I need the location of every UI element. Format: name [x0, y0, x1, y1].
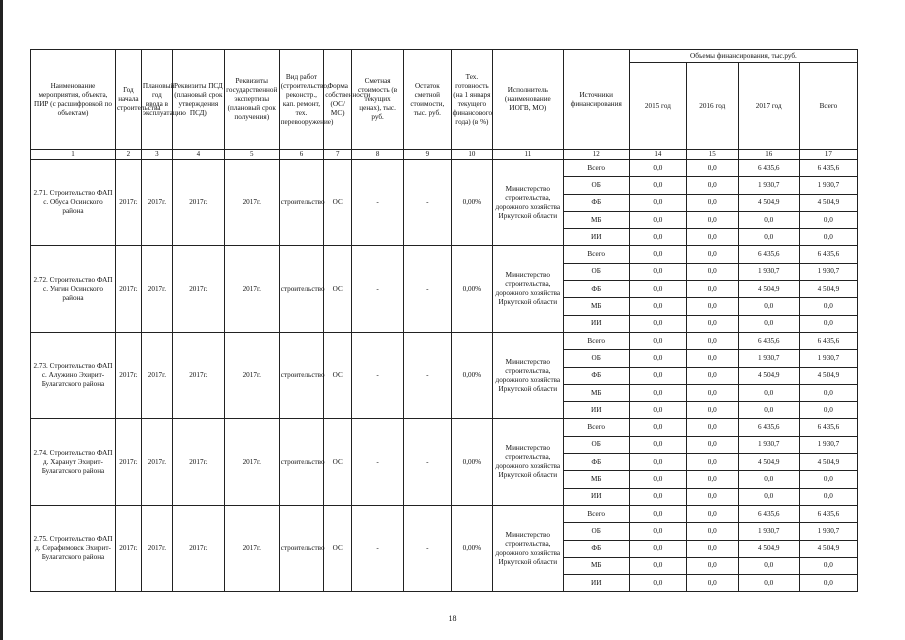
ownership-form: ОС — [324, 332, 352, 418]
value-2015: 0,0 — [629, 488, 686, 505]
estimated-cost: - — [352, 332, 404, 418]
value-2016: 0,0 — [686, 246, 738, 263]
value-2015: 0,0 — [629, 211, 686, 228]
year-plan: 2017г. — [141, 160, 172, 246]
object-name: 2.72. Строительство ФАП с. Унгин Осинского района — [31, 246, 116, 332]
value-2015: 0,0 — [629, 505, 686, 522]
readiness-percent: 0,00% — [451, 505, 492, 591]
column-number: 11 — [493, 150, 563, 160]
funding-source: МБ — [563, 211, 629, 228]
value-2015: 0,0 — [629, 229, 686, 246]
psd-date: 2017г. — [172, 246, 224, 332]
value-2015: 0,0 — [629, 575, 686, 592]
value-total: 0,0 — [799, 471, 857, 488]
executor: Министерство строительства, дорожного хозяйства Иркутской области — [493, 419, 563, 505]
value-2016: 0,0 — [686, 523, 738, 540]
value-total: 0,0 — [799, 557, 857, 574]
header-year-start: Год начала строительства — [115, 50, 141, 150]
year-plan: 2017г. — [141, 419, 172, 505]
value-2015: 0,0 — [629, 332, 686, 349]
ownership-form: ОС — [324, 505, 352, 591]
header-2016: 2016 год — [686, 63, 738, 150]
value-total: 4 504,9 — [799, 454, 857, 471]
executor: Министерство строительства, дорожного хозяйства Иркутской области — [493, 332, 563, 418]
value-2016: 0,0 — [686, 298, 738, 315]
year-start: 2017г. — [115, 332, 141, 418]
value-2016: 0,0 — [686, 575, 738, 592]
header-worktype: Вид работ (строительство, реконстр., кап. ремонт, тех. перевооружение) — [279, 50, 324, 150]
column-number: 1 — [31, 150, 116, 160]
header-remaining: Остаток сметной стоимости, тыс. руб. — [404, 50, 452, 150]
funding-source: ИИ — [563, 488, 629, 505]
value-2015: 0,0 — [629, 281, 686, 298]
value-2015: 0,0 — [629, 160, 686, 177]
value-total: 0,0 — [799, 575, 857, 592]
funding-source: Всего — [563, 419, 629, 436]
value-2015: 0,0 — [629, 540, 686, 557]
value-2016: 0,0 — [686, 402, 738, 419]
value-2015: 0,0 — [629, 298, 686, 315]
year-plan: 2017г. — [141, 246, 172, 332]
funding-source: МБ — [563, 384, 629, 401]
estimated-cost: - — [352, 160, 404, 246]
value-2017: 0,0 — [738, 211, 799, 228]
funding-source: ИИ — [563, 575, 629, 592]
value-2016: 0,0 — [686, 454, 738, 471]
remaining-cost: - — [404, 160, 452, 246]
value-total: 6 435,6 — [799, 246, 857, 263]
value-2017: 1 930,7 — [738, 263, 799, 280]
executor: Министерство строительства, дорожного хозяйства Иркутской области — [493, 160, 563, 246]
funding-source: ОБ — [563, 523, 629, 540]
value-2015: 0,0 — [629, 557, 686, 574]
funding-source: ФБ — [563, 367, 629, 384]
header-executor: Исполнитель (наименование ИОГВ, МО) — [493, 50, 563, 150]
funding-source: ИИ — [563, 229, 629, 246]
expertise-date: 2017г. — [224, 419, 279, 505]
value-2015: 0,0 — [629, 246, 686, 263]
value-2017: 0,0 — [738, 298, 799, 315]
header-2017: 2017 год — [738, 63, 799, 150]
table-row — [31, 419, 858, 436]
value-total: 6 435,6 — [799, 160, 857, 177]
year-plan: 2017г. — [141, 505, 172, 591]
value-2016: 0,0 — [686, 160, 738, 177]
value-2015: 0,0 — [629, 471, 686, 488]
value-total: 0,0 — [799, 384, 857, 401]
object-name: 2.71. Строительство ФАП с. Обуса Осинского района — [31, 160, 116, 246]
readiness-percent: 0,00% — [451, 419, 492, 505]
value-2017: 4 504,9 — [738, 454, 799, 471]
value-2015: 0,0 — [629, 350, 686, 367]
value-2017: 0,0 — [738, 557, 799, 574]
funding-source: ИИ — [563, 315, 629, 332]
column-number: 9 — [404, 150, 452, 160]
value-total: 0,0 — [799, 298, 857, 315]
header-year-plan: Плановый год ввода в эксплуатацию — [141, 50, 172, 150]
funding-source: ОБ — [563, 177, 629, 194]
funding-source: ИИ — [563, 402, 629, 419]
value-2017: 0,0 — [738, 575, 799, 592]
readiness-percent: 0,00% — [451, 332, 492, 418]
value-2017: 4 504,9 — [738, 194, 799, 211]
value-2017: 0,0 — [738, 471, 799, 488]
header-expert: Реквизиты государственной экспертизы (плановый срок получения) — [224, 50, 279, 150]
value-total: 1 930,7 — [799, 177, 857, 194]
value-2017: 0,0 — [738, 402, 799, 419]
year-start: 2017г. — [115, 160, 141, 246]
psd-date: 2017г. — [172, 419, 224, 505]
estimated-cost: - — [352, 505, 404, 591]
value-total: 1 930,7 — [799, 263, 857, 280]
header-ownership: Форма собственности (ОС/МС) — [324, 50, 352, 150]
remaining-cost: - — [404, 419, 452, 505]
header-psd: Реквизиты ПСД (плановый срок утверждения ПСД) — [172, 50, 224, 150]
value-2015: 0,0 — [629, 436, 686, 453]
value-2017: 6 435,6 — [738, 160, 799, 177]
value-2016: 0,0 — [686, 384, 738, 401]
value-2016: 0,0 — [686, 177, 738, 194]
value-total: 6 435,6 — [799, 505, 857, 522]
executor: Министерство строительства, дорожного хозяйства Иркутской области — [493, 505, 563, 591]
object-name: 2.74. Строительство ФАП д. Харанут Эхирит-Булагатского района — [31, 419, 116, 505]
column-number: 2 — [115, 150, 141, 160]
value-2016: 0,0 — [686, 194, 738, 211]
value-total: 0,0 — [799, 402, 857, 419]
header-funding-group: Объемы финансирования, тыс.руб. — [629, 50, 857, 63]
value-2016: 0,0 — [686, 211, 738, 228]
value-2015: 0,0 — [629, 367, 686, 384]
remaining-cost: - — [404, 246, 452, 332]
year-start: 2017г. — [115, 419, 141, 505]
value-2015: 0,0 — [629, 194, 686, 211]
funding-source: Всего — [563, 332, 629, 349]
value-2016: 0,0 — [686, 367, 738, 384]
value-total: 6 435,6 — [799, 332, 857, 349]
psd-date: 2017г. — [172, 505, 224, 591]
value-total: 4 504,9 — [799, 194, 857, 211]
financing-table — [30, 49, 858, 592]
ownership-form: ОС — [324, 160, 352, 246]
value-2017: 4 504,9 — [738, 367, 799, 384]
table-row — [31, 505, 858, 522]
column-number: 10 — [451, 150, 492, 160]
work-type: строительство — [279, 160, 324, 246]
value-2017: 4 504,9 — [738, 540, 799, 557]
value-2017: 1 930,7 — [738, 177, 799, 194]
value-total: 6 435,6 — [799, 419, 857, 436]
year-start: 2017г. — [115, 505, 141, 591]
column-number: 15 — [686, 150, 738, 160]
value-2016: 0,0 — [686, 471, 738, 488]
value-2016: 0,0 — [686, 436, 738, 453]
work-type: строительство — [279, 505, 324, 591]
value-2015: 0,0 — [629, 454, 686, 471]
value-2017: 0,0 — [738, 488, 799, 505]
column-number: 16 — [738, 150, 799, 160]
value-total: 0,0 — [799, 211, 857, 228]
work-type: строительство — [279, 246, 324, 332]
value-2015: 0,0 — [629, 402, 686, 419]
value-2017: 1 930,7 — [738, 350, 799, 367]
expertise-date: 2017г. — [224, 160, 279, 246]
readiness-percent: 0,00% — [451, 160, 492, 246]
value-2015: 0,0 — [629, 263, 686, 280]
value-2015: 0,0 — [629, 315, 686, 332]
value-total: 4 504,9 — [799, 367, 857, 384]
work-type: строительство — [279, 332, 324, 418]
funding-source: ФБ — [563, 194, 629, 211]
funding-source: ФБ — [563, 281, 629, 298]
value-2016: 0,0 — [686, 557, 738, 574]
column-number: 12 — [563, 150, 629, 160]
expertise-date: 2017г. — [224, 246, 279, 332]
table-row — [31, 246, 858, 263]
value-2017: 1 930,7 — [738, 436, 799, 453]
funding-source: ОБ — [563, 436, 629, 453]
column-number: 7 — [324, 150, 352, 160]
value-total: 4 504,9 — [799, 540, 857, 557]
funding-source: Всего — [563, 246, 629, 263]
ownership-form: ОС — [324, 419, 352, 505]
value-2016: 0,0 — [686, 315, 738, 332]
value-2016: 0,0 — [686, 419, 738, 436]
value-2016: 0,0 — [686, 229, 738, 246]
funding-source: МБ — [563, 557, 629, 574]
value-total: 1 930,7 — [799, 350, 857, 367]
expertise-date: 2017г. — [224, 505, 279, 591]
funding-source: МБ — [563, 298, 629, 315]
column-number: 6 — [279, 150, 324, 160]
column-number: 17 — [799, 150, 857, 160]
column-number: 4 — [172, 150, 224, 160]
ownership-form: ОС — [324, 246, 352, 332]
funding-source: Всего — [563, 160, 629, 177]
column-number: 14 — [629, 150, 686, 160]
work-type: строительство — [279, 419, 324, 505]
header-readiness: Тех. готовность (на 1 января текущего финансового года) (в %) — [451, 50, 492, 150]
value-total: 4 504,9 — [799, 281, 857, 298]
estimated-cost: - — [352, 246, 404, 332]
value-total: 0,0 — [799, 488, 857, 505]
column-number: 3 — [141, 150, 172, 160]
table-row — [31, 332, 858, 349]
value-2017: 0,0 — [738, 229, 799, 246]
value-total: 0,0 — [799, 315, 857, 332]
header-sources: Источники финансирования — [563, 50, 629, 150]
value-2016: 0,0 — [686, 350, 738, 367]
value-2015: 0,0 — [629, 177, 686, 194]
remaining-cost: - — [404, 332, 452, 418]
value-2017: 1 930,7 — [738, 523, 799, 540]
estimated-cost: - — [352, 419, 404, 505]
page-number: 18 — [448, 614, 457, 623]
value-2017: 0,0 — [738, 384, 799, 401]
value-2015: 0,0 — [629, 523, 686, 540]
column-number: 8 — [352, 150, 404, 160]
funding-source: МБ — [563, 471, 629, 488]
value-2017: 6 435,6 — [738, 419, 799, 436]
header-name: Наименование мероприятия, объекта, ПИР (с расшифровкой по объектам) — [31, 50, 116, 150]
column-number-row — [31, 150, 858, 160]
value-2016: 0,0 — [686, 540, 738, 557]
executor: Министерство строительства, дорожного хозяйства Иркутской области — [493, 246, 563, 332]
value-total: 1 930,7 — [799, 436, 857, 453]
value-2015: 0,0 — [629, 419, 686, 436]
funding-source: Всего — [563, 505, 629, 522]
header-cost: Сметная стоимость (в текущих ценах), тыс. руб. — [352, 50, 404, 150]
value-2016: 0,0 — [686, 488, 738, 505]
year-plan: 2017г. — [141, 332, 172, 418]
header-total: Всего — [799, 63, 857, 150]
page-edge — [0, 0, 3, 640]
header-2015: 2015 год — [629, 63, 686, 150]
value-2015: 0,0 — [629, 384, 686, 401]
funding-source: ФБ — [563, 540, 629, 557]
value-2017: 0,0 — [738, 315, 799, 332]
value-total: 1 930,7 — [799, 523, 857, 540]
table-row — [31, 160, 858, 177]
value-2017: 6 435,6 — [738, 246, 799, 263]
value-2017: 6 435,6 — [738, 332, 799, 349]
value-2017: 4 504,9 — [738, 281, 799, 298]
value-2017: 6 435,6 — [738, 505, 799, 522]
value-2016: 0,0 — [686, 263, 738, 280]
year-start: 2017г. — [115, 246, 141, 332]
value-2016: 0,0 — [686, 332, 738, 349]
object-name: 2.75. Строительство ФАП д. Серафимовск Эхирит-Булагатского района — [31, 505, 116, 591]
funding-source: ФБ — [563, 454, 629, 471]
value-2016: 0,0 — [686, 505, 738, 522]
funding-source: ОБ — [563, 263, 629, 280]
funding-source: ОБ — [563, 350, 629, 367]
psd-date: 2017г. — [172, 332, 224, 418]
expertise-date: 2017г. — [224, 332, 279, 418]
object-name: 2.73. Строительство ФАП с. Алужино Эхирит-Булагатского района — [31, 332, 116, 418]
column-number: 5 — [224, 150, 279, 160]
remaining-cost: - — [404, 505, 452, 591]
psd-date: 2017г. — [172, 160, 224, 246]
value-2016: 0,0 — [686, 281, 738, 298]
readiness-percent: 0,00% — [451, 246, 492, 332]
value-total: 0,0 — [799, 229, 857, 246]
